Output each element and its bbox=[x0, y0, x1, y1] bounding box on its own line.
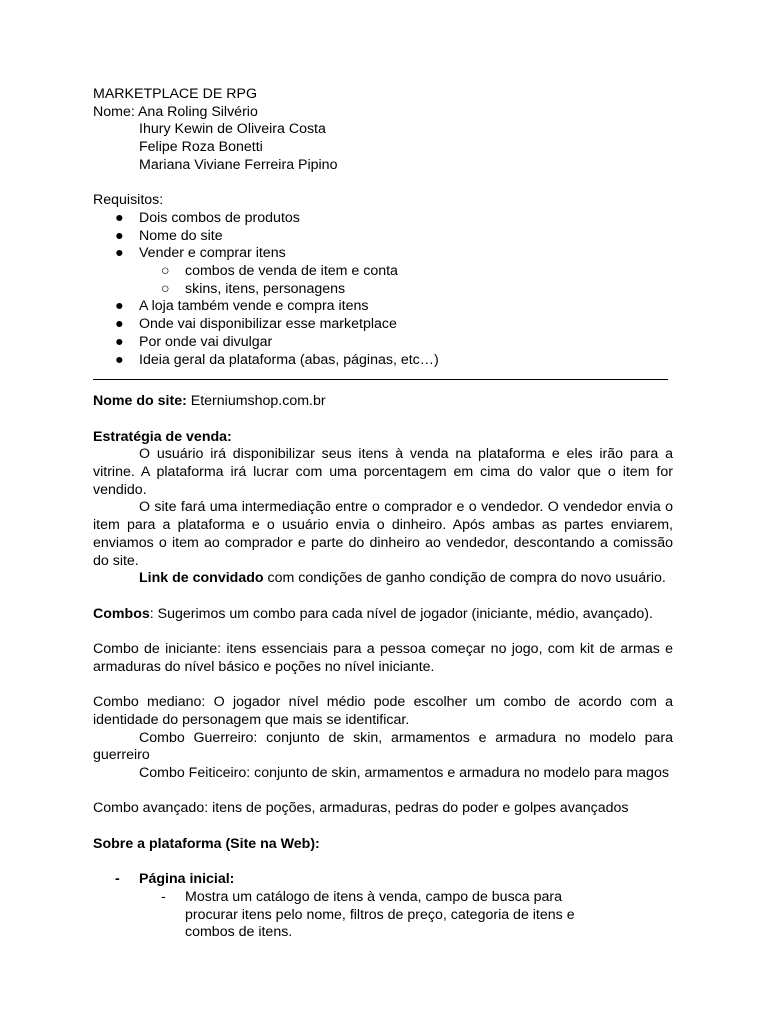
strategy-p2-line-1: O site fará uma intermediação entre o comprador e o vendedor. O vendedor envia o bbox=[139, 499, 673, 516]
home-page-description: Mostra um catálogo de itens à venda, campo de busca para procurar itens pelo nome, filtros de preço, categoria de itens e combos de itens. bbox=[185, 888, 575, 941]
bullet-icon: ● bbox=[115, 316, 124, 333]
combo-mage: Combo Feiticeiro: conjunto de skin, armamentos e armadura no modelo para magos bbox=[139, 764, 669, 781]
platform-heading: Sobre a plataforma (Site na Web): bbox=[93, 835, 320, 852]
bullet-icon: ● bbox=[115, 351, 124, 368]
horizontal-rule bbox=[93, 369, 668, 380]
bullet-icon: ● bbox=[115, 209, 124, 226]
bullet-icon: ● bbox=[115, 298, 124, 315]
combo-median-line-2: identidade do personagem que mais se identificar. bbox=[93, 711, 410, 728]
site-name-line bbox=[93, 393, 673, 411]
strategy-heading: Estratégia de venda: bbox=[93, 428, 232, 445]
list-item: ● Por onde vai divulgar bbox=[93, 334, 673, 352]
combos-label: Combos bbox=[93, 605, 150, 622]
list-item: ● A loja também vende e compra itens bbox=[93, 298, 673, 316]
combo-advanced: Combo avançado: itens de poções, armaduras, pedras do poder e golpes avançados bbox=[93, 800, 629, 817]
list-item: ● Nome do site bbox=[93, 228, 673, 246]
combo-beginner-line-2: armaduras do nível básico e poções no nível iniciante. bbox=[93, 658, 435, 675]
list-item: ● Vender e comprar itens bbox=[93, 245, 673, 263]
bullet-icon: ● bbox=[115, 227, 124, 244]
combo-warrior-line-2: guerreiro bbox=[93, 747, 150, 764]
strategy-p2-line-4: do site. bbox=[93, 552, 139, 569]
dash-bullet-icon: - bbox=[115, 871, 120, 888]
site-name-value: Eterniumshop.com.br bbox=[190, 393, 326, 410]
invite-link-label: Link de convidado bbox=[139, 570, 264, 587]
document-title: MARKETPLACE DE RPG bbox=[93, 86, 257, 102]
names-label: Nome: bbox=[93, 103, 135, 120]
invite-link-line: Link de convidado com condições de ganho condição de compra do novo usuário. bbox=[139, 570, 666, 587]
bullet-icon: ● bbox=[115, 333, 124, 350]
strategy-p2-line-2: item para a plataforma e o usuário envia o dinheiro. Após ambas as partes enviarem, bbox=[93, 517, 673, 534]
combo-median-line-1: Combo mediano: O jogador nível médio pode escolher um combo de acordo com a bbox=[93, 694, 673, 711]
list-item: ● Onde vai disponibilizar esse marketplace bbox=[93, 316, 673, 334]
sub-list-item bbox=[93, 889, 673, 942]
strategy-p1-line-2: vitrine. A plataforma irá lucrar com uma porcentagem em cima do valor que o item for bbox=[93, 464, 673, 481]
name-4: Mariana Viviane Ferreira Pipino bbox=[139, 156, 338, 173]
home-page-label: Página inicial: bbox=[139, 871, 235, 888]
list-item: ● Ideia geral da plataforma (abas, páginas, etc…) bbox=[93, 352, 673, 370]
circle-bullet-icon: ○ bbox=[161, 263, 170, 280]
names-line-1 bbox=[93, 104, 673, 122]
name-1: Ana Roling Silvério bbox=[137, 103, 258, 120]
strategy-p1-line-3: vendido. bbox=[93, 481, 147, 498]
combo-warrior-line-1: Combo Guerreiro: conjunto de skin, armamentos e armadura no modelo para bbox=[139, 729, 673, 746]
sub-list-item: ○ skins, itens, personagens bbox=[93, 281, 673, 299]
requirements-label: Requisitos: bbox=[93, 192, 164, 209]
combo-beginner-line-1: Combo de iniciante: itens essenciais para a pessoa começar no jogo, com kit de armas e bbox=[93, 641, 673, 658]
sub-list-item: ○ combos de venda de item e conta bbox=[93, 263, 673, 281]
list-item bbox=[93, 871, 673, 889]
site-name-label: Nome do site: bbox=[93, 393, 187, 410]
name-2: Ihury Kewin de Oliveira Costa bbox=[139, 121, 326, 138]
combos-intro: Combos: Sugerimos um combo para cada nível de jogador (iniciante, médio, avançado). bbox=[93, 605, 653, 622]
name-3: Felipe Roza Bonetti bbox=[139, 139, 263, 156]
strategy-p1-line-1: O usuário irá disponibilizar seus itens à venda na plataforma e eles irão para a bbox=[139, 446, 673, 463]
dash-bullet-icon: - bbox=[161, 888, 166, 905]
list-item: ● Dois combos de produtos bbox=[93, 210, 673, 228]
document-page bbox=[93, 86, 673, 942]
circle-bullet-icon: ○ bbox=[161, 280, 170, 297]
strategy-p2-line-3: enviamos o item ao comprador e parte do dinheiro ao vendedor, descontando a comissão bbox=[93, 534, 673, 551]
bullet-icon: ● bbox=[115, 245, 124, 262]
